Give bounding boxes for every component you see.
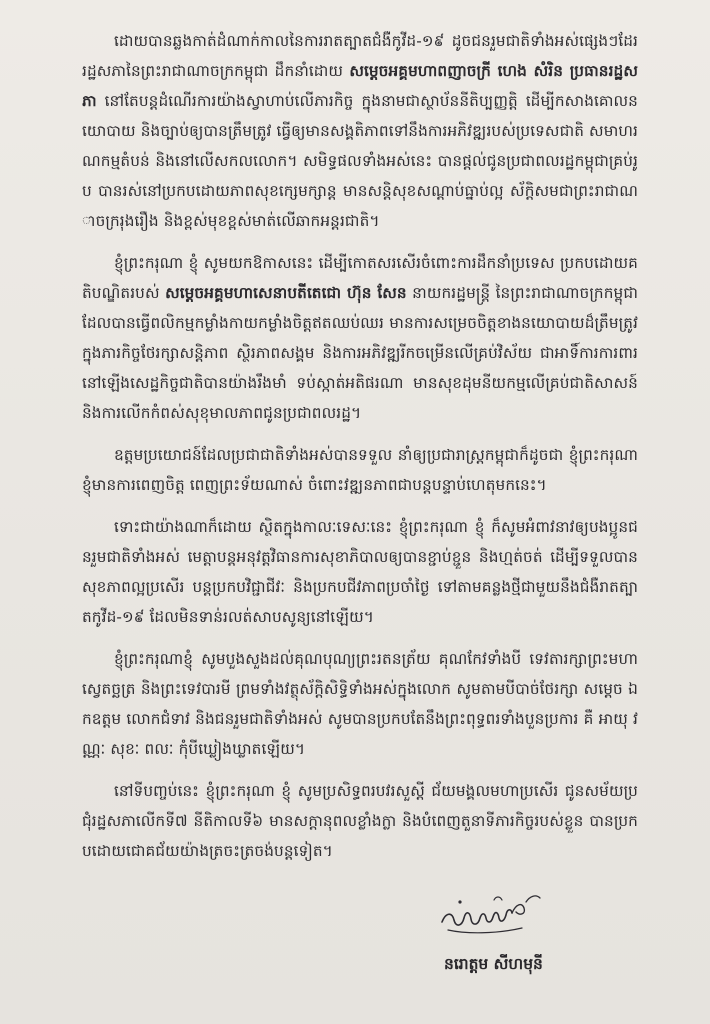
signatory-name: នរោត្ដម សីហមុនី: [444, 955, 543, 973]
letter-paragraph: [82, 512, 638, 632]
letter-paragraph: [82, 440, 638, 500]
paragraph-text: ខ្ញុំព្រះករុណា ខ្ញុំ សូមយកឱកាសនេះ ដើម្បីកោតសរសើរចំពោះការដឹកនាំប្រទេស ប្រកបដោយគតិបណ្ឌិតរបស់: [82, 254, 638, 302]
paragraph-text: នាយករដ្ឋមន្ត្រី នៃព្រះរាជាណាចក្រកម្ពុជា ដែលបានធ្វើពលិកម្មកម្លាំងកាយកម្លាំងចិត្តឥតឈប់ឈរ មានការសម្រេចចិត្តខាងនយោបាយដ៏ត្រឹមត្រូវ ក្នុងភារកិច្ចថែរក្សាសន្តិភាព ស្ថិរភាពសង្គម និងការអភិវឌ្ឍរីកចម្រើនលើគ្រប់វិស័យ ជាអាទិ៍ការការពារនៅឡើងសេដ្ឋកិច្ចជាតិបានយ៉ាងរឹងមាំ ទប់ស្កាត់អតិផរណា មានសុខដុមនីយកម្មលើគ្រប់ជាតិសាសន៍ និងការលើកកំពស់សុខុមាលភាពជូនប្រជាពលរដ្ឋ។: [82, 284, 638, 422]
letter-paragraph: [82, 248, 638, 428]
paragraph-bold-text: សម្ដេចអគ្គមហាសេនាបតីតេជោ ហ៊ុន សែន: [165, 284, 407, 302]
paragraph-text: នៅទីបញ្ចប់នេះ ខ្ញុំព្រះករុណា ខ្ញុំ សូមប្រសិទ្ធពរបវរសួស្ដី ជ័យមង្គលមហាប្រសើរ ជូនសម័យប្រជុំរដ្ឋសភាលើកទី៧ នីតិកាលទី៦ មានសក្ដានុពលខ្លាំងក្លា និងបំពេញតួនាទីភារកិច្ចរបស់ខ្លួន បានប្រកបដោយជោគជ័យយ៉ាងត្រចះត្រចង់បន្តទៀត។: [82, 782, 638, 860]
letter-paragraph: [82, 776, 638, 866]
paragraph-text: នៅតែបន្តដំណើរការយ៉ាងស្វាហាប់លើភារកិច្ច ក្នុងនាមជាស្ថាប័ននីតិប្បញ្ញត្តិ ដើម្បីកសាងគោលនយោបាយ និងច្បាប់ឲ្យបានត្រឹមត្រូវ ធ្វើឲ្យមានសង្គតិភាពទៅនឹងការអភិវឌ្ឍរបស់ប្រទេសជាតិ សមាហរណកម្មតំបន់ និងនៅលើសកលលោក។ សមិទ្ធផលទាំងអស់នេះ បានផ្ដល់ជូនប្រជាពលរដ្ឋកម្ពុជាគ្រប់រូប បានរស់នៅប្រកបដោយភាពសុខក្សេមក្សាន្ត មានសន្តិសុខសណ្ដាប់ធ្នាប់ល្អ ស័ក្ដិសមជាព្រះរាជាណាចក្ររុងរឿង និងខ្ពស់មុខខ្ពស់មាត់លើឆាកអន្តរជាតិ។: [82, 92, 638, 230]
paragraph-text: ខ្ញុំព្រះករុណាខ្ញុំ សូមបួងសួងដល់គុណបុណ្យព្រះរតនត្រ័យ គុណកែវទាំងបី ទេវតារក្សាព្រះមហាស្វេតច្ឆត្រ និងព្រះទេវបារមី ព្រមទាំងវត្ថុស័ក្ដិសិទ្ធិទាំងអស់ក្នុងលោក សូមតាមបីបាច់ថែរក្សា សម្ដេច ឯកឧត្ដម លោកជំទាវ និងជនរួមជាតិទាំងអស់ សូមបានប្រកបតែនឹងព្រះពុទ្ធពរទាំងបួនប្រការ គឺ អាយុ វណ្ណៈ សុខៈ ពលៈ កុំបីឃ្លៀងឃ្លាតឡើយ។: [82, 650, 638, 758]
handwritten-signature: [436, 882, 546, 938]
paragraph-text: ឧត្ដមប្រយោជន៍ដែលប្រជាជាតិទាំងអស់បានទទួល នាំឲ្យប្រជារាស្ត្រកម្ពុជាក៏ដូចជា ខ្ញុំព្រះករុណា ខ្ញុំមានការពេញចិត្ត ពេញព្រះទ័យណាស់ ចំពោះវឌ្ឍនភាពជាបន្តបន្ទាប់ហេតុមកនេះ។: [82, 446, 638, 494]
letter-paragraph: [82, 644, 638, 764]
signature-block: [420, 882, 630, 1002]
paragraph-bold-text: សម្ដេចអគ្គមហាពញាចក្រី ហេង សំរិន ប្រធានរដ្ឋសភា: [82, 62, 638, 110]
paragraph-text: ទោះជាយ៉ាងណាក៏ដោយ ស្ថិតក្នុងកាលៈទេសៈនេះ ខ្ញុំព្រះករុណា ខ្ញុំ ក៏សូមអំពាវនាវឲ្យបងប្អូនជនរួមជាតិទាំងអស់ មេត្តាបន្តអនុវត្តវិធានការសុខាភិបាលឲ្យបានខ្ជាប់ខ្ជួន និងហ្មត់ចត់ ដើម្បីទទួលបានសុខភាពល្អប្រសើរ បន្តប្រកបវិជ្ជាជីវៈ និងប្រកបជីវភាពប្រចាំថ្ងៃ ទៅតាមគន្លងថ្មីជាមួយនឹងជំងឺរាតត្បាតកូវីដ-១៩ ដែលមិនទាន់រលត់សាបសូន្យនៅឡើយ។: [82, 518, 638, 626]
paragraph-text: ដោយបានឆ្លងកាត់ដំណាក់កាលនៃការរាតត្បាតជំងឺកូវីដ-១៩ ដូចជនរួមជាតិទាំងអស់ផ្សេងៗដែរ រដ្ឋសភានៃព្រះរាជាណាចក្រកម្ពុជា ដឹកនាំដោយ: [82, 32, 638, 80]
letter-body: [82, 26, 638, 866]
letter-paragraph: [82, 26, 638, 236]
